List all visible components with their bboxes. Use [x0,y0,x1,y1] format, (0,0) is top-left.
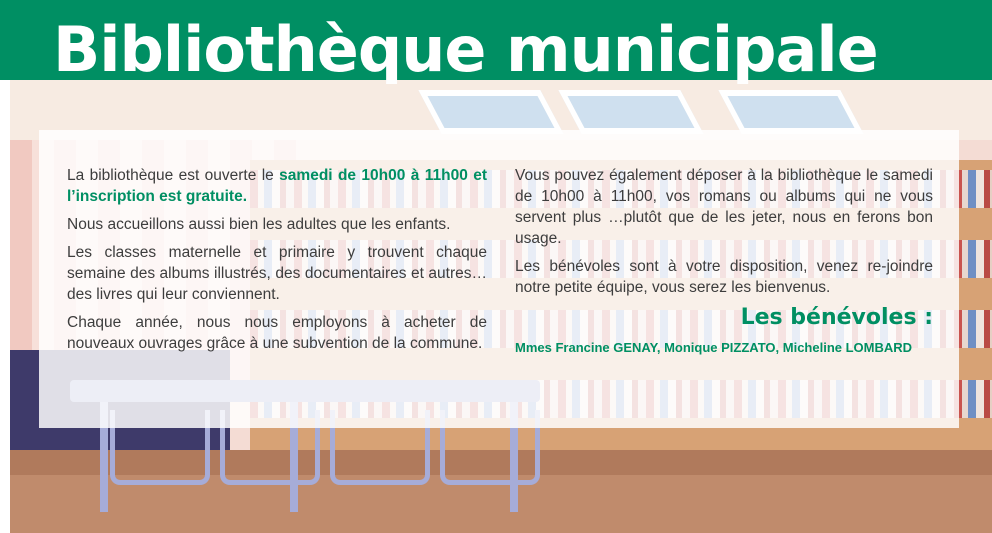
signature-title: Les bénévoles : [740,305,933,330]
skylight [558,90,703,134]
left-text-column [67,165,487,361]
opening-hours-highlight: samedi de 10h00 à 11h00 et l’inscription est gratuite. [67,167,487,205]
acquisitions-paragraph: Chaque année, nous nous employons à acheter de nouveaux ouvrages grâce à une subvention de la commune. [67,314,487,352]
opening-hours-intro: La bibliothèque est ouverte le [67,167,280,184]
page-title: Bibliothèque municipale [53,13,878,86]
skylight [718,90,863,134]
signature-names: Mmes Francine GENAY, Monique PIZZATO, Micheline LOMBARD [515,340,913,355]
classes-paragraph: Les classes maternelle et primaire y trouvent chaque semaine des albums illustrés, des documentaires et autres…des livres qui leur conviennent. [67,244,487,303]
header-banner [0,0,992,86]
donation-paragraph: Vous pouvez également déposer à la bibliothèque le samedi de 10h00 à 11h00, vos romans ou albums qui ne vous servent plus …plutôt que de les jeter, nous en ferons bon usage. [515,167,933,247]
right-text-column [515,165,933,365]
info-panel [39,130,959,428]
volunteers-paragraph: Les bénévoles sont à votre disposition, venez re-joindre notre petite équipe, vous serez les bienvenus. [515,258,933,296]
skylight [418,90,563,134]
opening-hours-paragraph [67,165,487,207]
audience-paragraph: Nous accueillons aussi bien les adultes que les enfants. [67,216,451,233]
